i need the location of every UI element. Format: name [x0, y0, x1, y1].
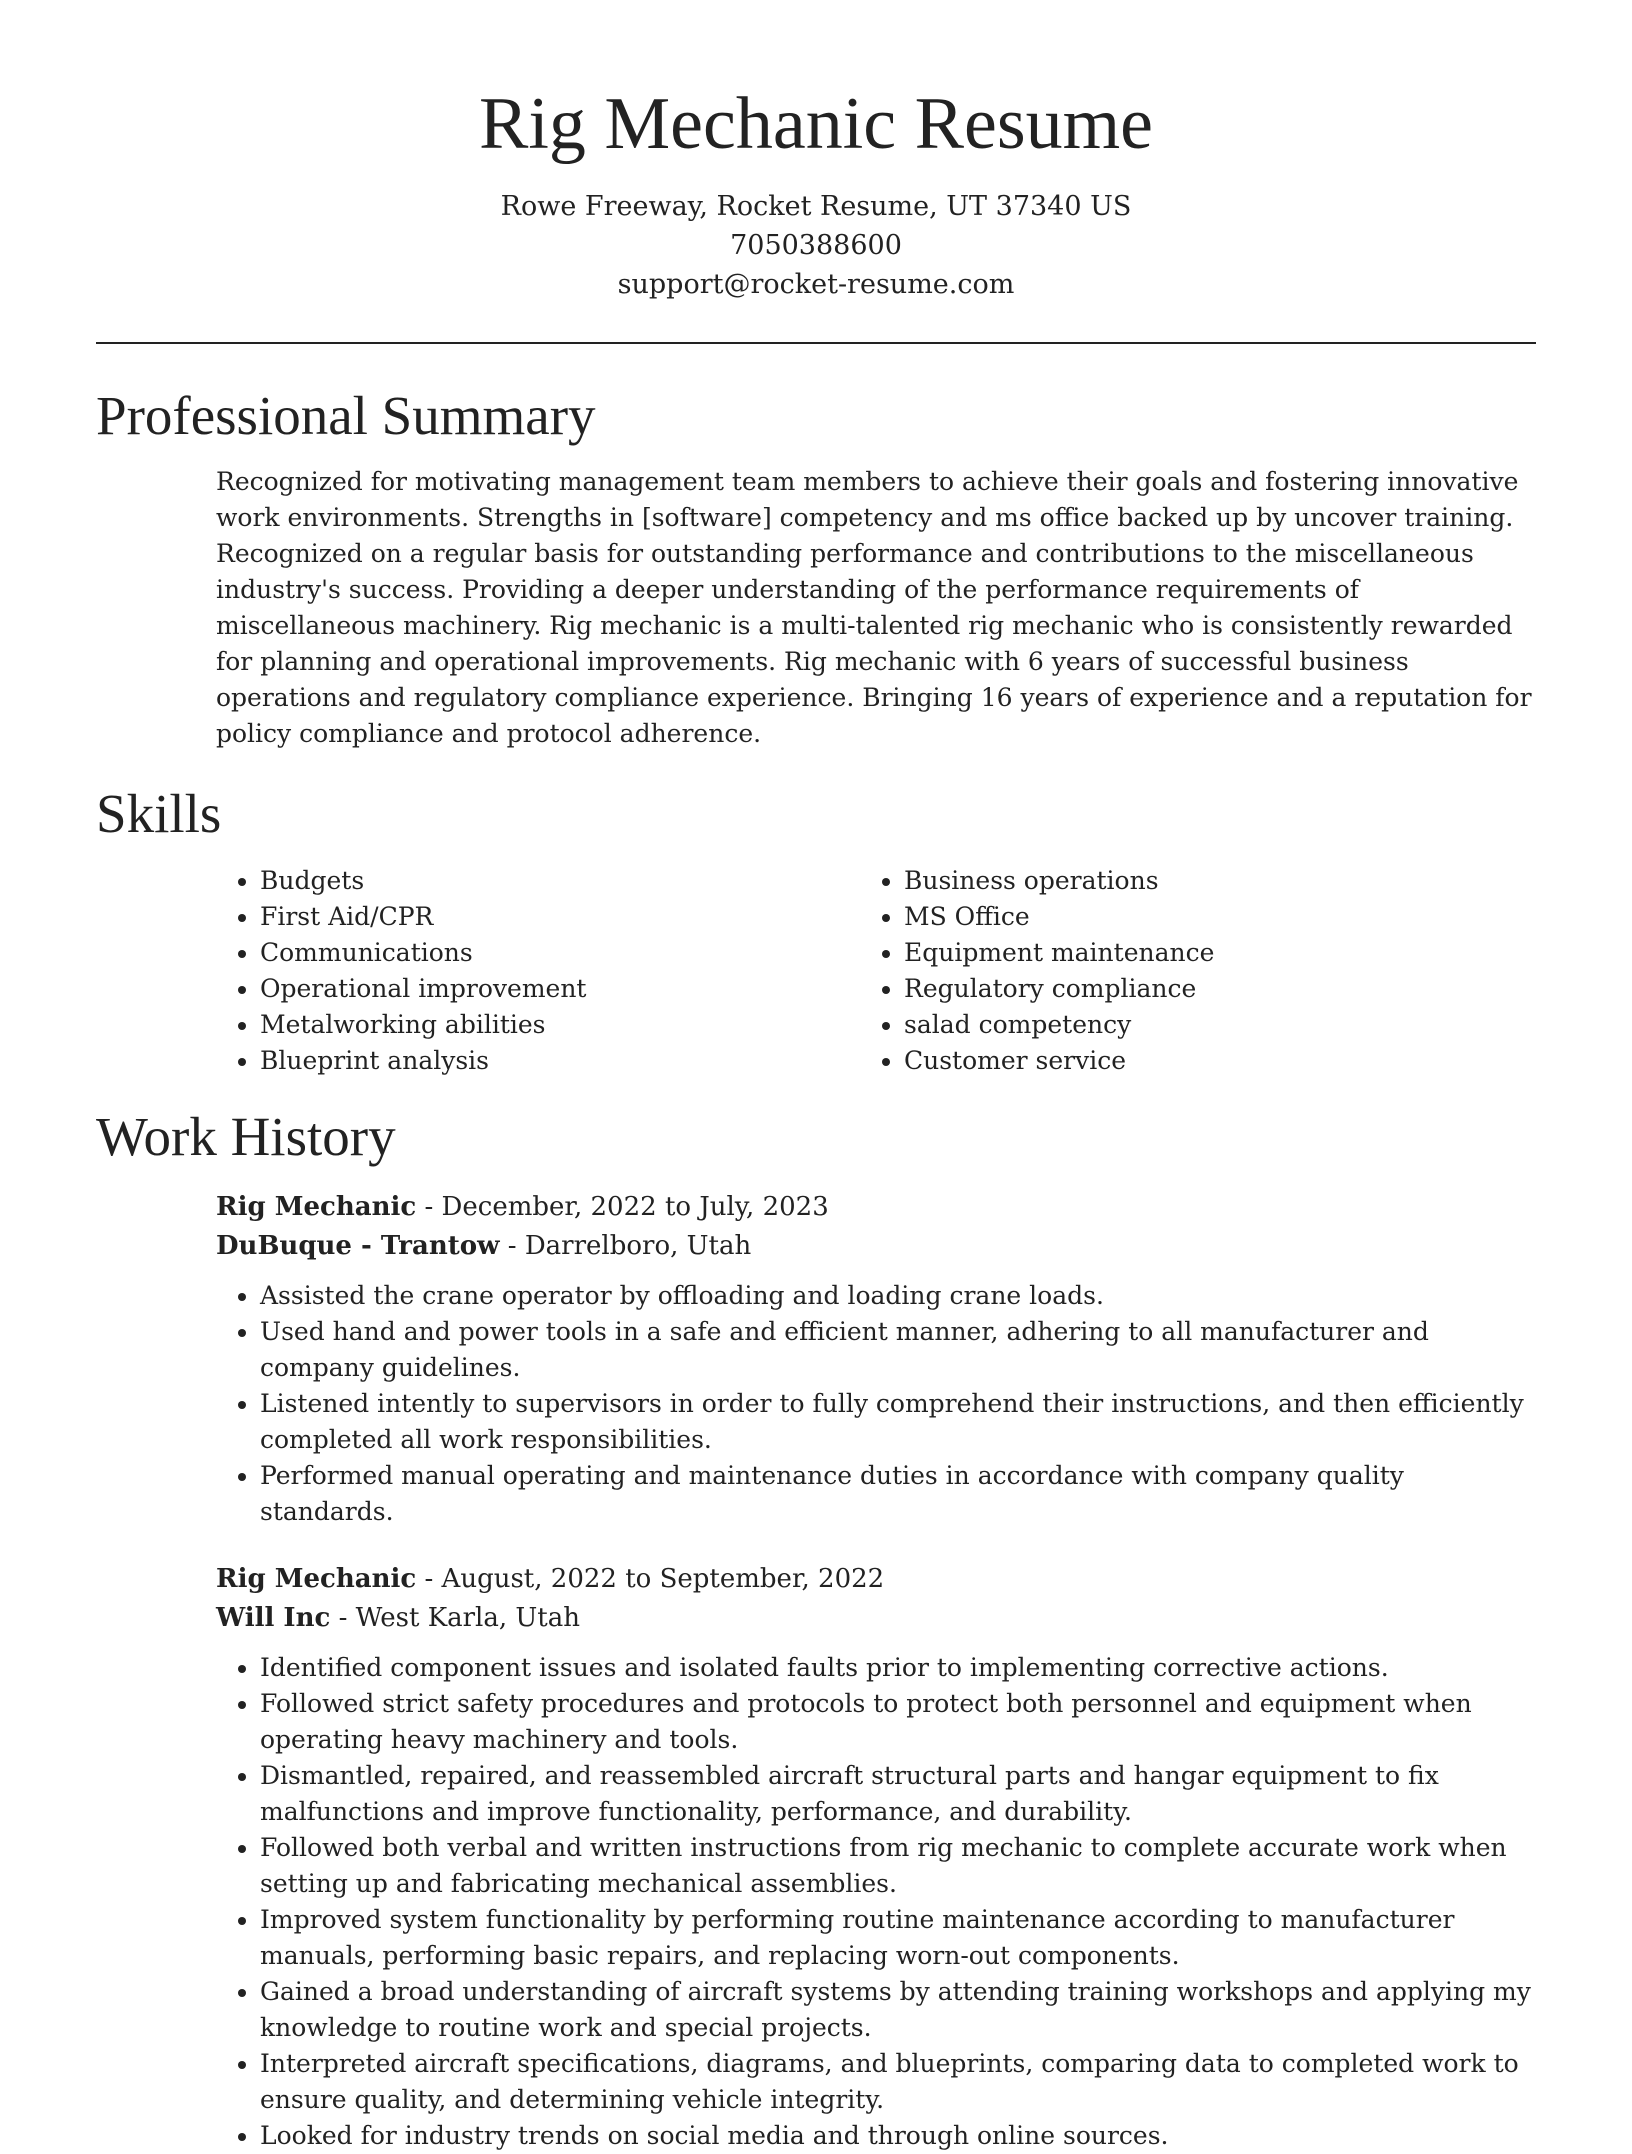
job-title-line [216, 1560, 1536, 1599]
email-text: support@rocket-resume.com [617, 269, 1015, 301]
job-location: - West Karla, Utah [330, 1603, 580, 1634]
job-bullets [216, 1650, 1536, 2154]
skill-item: • salad competency [904, 1007, 1504, 1043]
skill-item: • Budgets [260, 863, 860, 899]
work-history-heading: Work History [96, 1105, 396, 1167]
job-bullet: • Identified component issues and isolated faults prior to implementing corrective actions. [260, 1650, 1536, 1686]
job-company: Will Inc [216, 1603, 331, 1634]
skill-item: • Equipment maintenance [904, 935, 1504, 971]
job-company-line [216, 1227, 1536, 1266]
skill-item: • Business operations [904, 863, 1504, 899]
job-bullet: • Used hand and power tools in a safe and efficient manner, adhering to all manufacturer and company guidelines. [260, 1314, 1536, 1386]
job-bullet: • Improved system functionality by performing routine maintenance according to manufacturer manuals, performing basic repairs, and replacing worn-out components. [260, 1902, 1536, 1974]
job-company-line [216, 1599, 1536, 1638]
skills-list [216, 863, 1536, 1079]
skill-item: • First Aid/CPR [260, 899, 860, 935]
address-text: Rowe Freeway, Rocket Resume, UT 37340 US [500, 191, 1132, 223]
summary-heading: Professional Summary [96, 385, 596, 447]
job-bullet: • Listened intently to supervisors in order to fully comprehend their instructions, and then efficiently completed all work responsibilities. [260, 1386, 1536, 1458]
resume-header [96, 0, 1536, 304]
skill-item: • Regulatory compliance [904, 971, 1504, 1007]
job-header [216, 1188, 1536, 1266]
skill-item: • Communications [260, 935, 860, 971]
job-bullet: • Followed strict safety procedures and protocols to protect both personnel and equipment when operating heavy machinery and tools. [260, 1686, 1536, 1758]
job-bullet: • Followed both verbal and written instructions from rig mechanic to complete accurate work when setting up and fabricating mechanical assemblies. [260, 1830, 1536, 1902]
job-bullet: • Interpreted aircraft specifications, diagrams, and blueprints, comparing data to completed work to ensure quality, and determining vehicle integrity. [260, 2046, 1536, 2118]
skills-column-left [216, 863, 860, 1079]
skill-item: • MS Office [904, 899, 1504, 935]
job-dates: - December, 2022 to July, 2023 [416, 1192, 829, 1223]
skill-item: • Customer service [904, 1043, 1504, 1079]
resume-title: Rig Mechanic Resume [478, 83, 1154, 165]
job-header [216, 1560, 1536, 1638]
skills-heading: Skills [96, 782, 222, 844]
job-entry [216, 1560, 1536, 2154]
job-title: Rig Mechanic [216, 1564, 417, 1595]
job-entry [216, 1188, 1536, 1530]
skill-item: • Operational improvement [260, 971, 860, 1007]
phone-text: 7050388600 [730, 230, 902, 262]
summary-text: Recognized for motivating management team members to achieve their goals and fostering innovative work environments. Strengths in [software] competency and ms office backed up by uncover training. Recognized on a regular basis for outstanding performance and contributions to the miscellaneous industry's success. Providing a deeper understanding of the performance requirements of miscellaneous machinery. Rig mechanic is a multi-talented rig mechanic who is consistently rewarded for planning and operational improvements. Rig mechanic with 6 years of successful business operations and regulatory compliance experience. Bringing 16 years of experience and a reputation for policy compliance and protocol adherence. [216, 466, 1532, 748]
job-company: DuBuque - Trantow [216, 1231, 500, 1262]
job-title-line [216, 1188, 1536, 1227]
skill-item: • Blueprint analysis [260, 1043, 860, 1079]
job-bullet: • Looked for industry trends on social media and through online sources. [260, 2118, 1536, 2154]
job-bullet: • Dismantled, repaired, and reassembled aircraft structural parts and hangar equipment to fix malfunctions and improve functionality, performance, and durability. [260, 1758, 1536, 1830]
contact-block [96, 187, 1536, 304]
job-bullet: • Gained a broad understanding of aircraft systems by attending training workshops and applying my knowledge to routine work and special projects. [260, 1974, 1536, 2046]
job-bullet: • Assisted the crane operator by offloading and loading crane loads. [260, 1278, 1536, 1314]
job-bullets [216, 1278, 1536, 1530]
skill-item: • Metalworking abilities [260, 1007, 860, 1043]
job-bullet: • Performed manual operating and maintenance duties in accordance with company quality standards. [260, 1458, 1536, 1530]
job-title: Rig Mechanic [216, 1192, 417, 1223]
job-location: - Darrelboro, Utah [499, 1231, 752, 1262]
job-dates: - August, 2022 to September, 2022 [416, 1564, 885, 1595]
header-divider [96, 342, 1536, 344]
skills-column-right [860, 863, 1504, 1079]
